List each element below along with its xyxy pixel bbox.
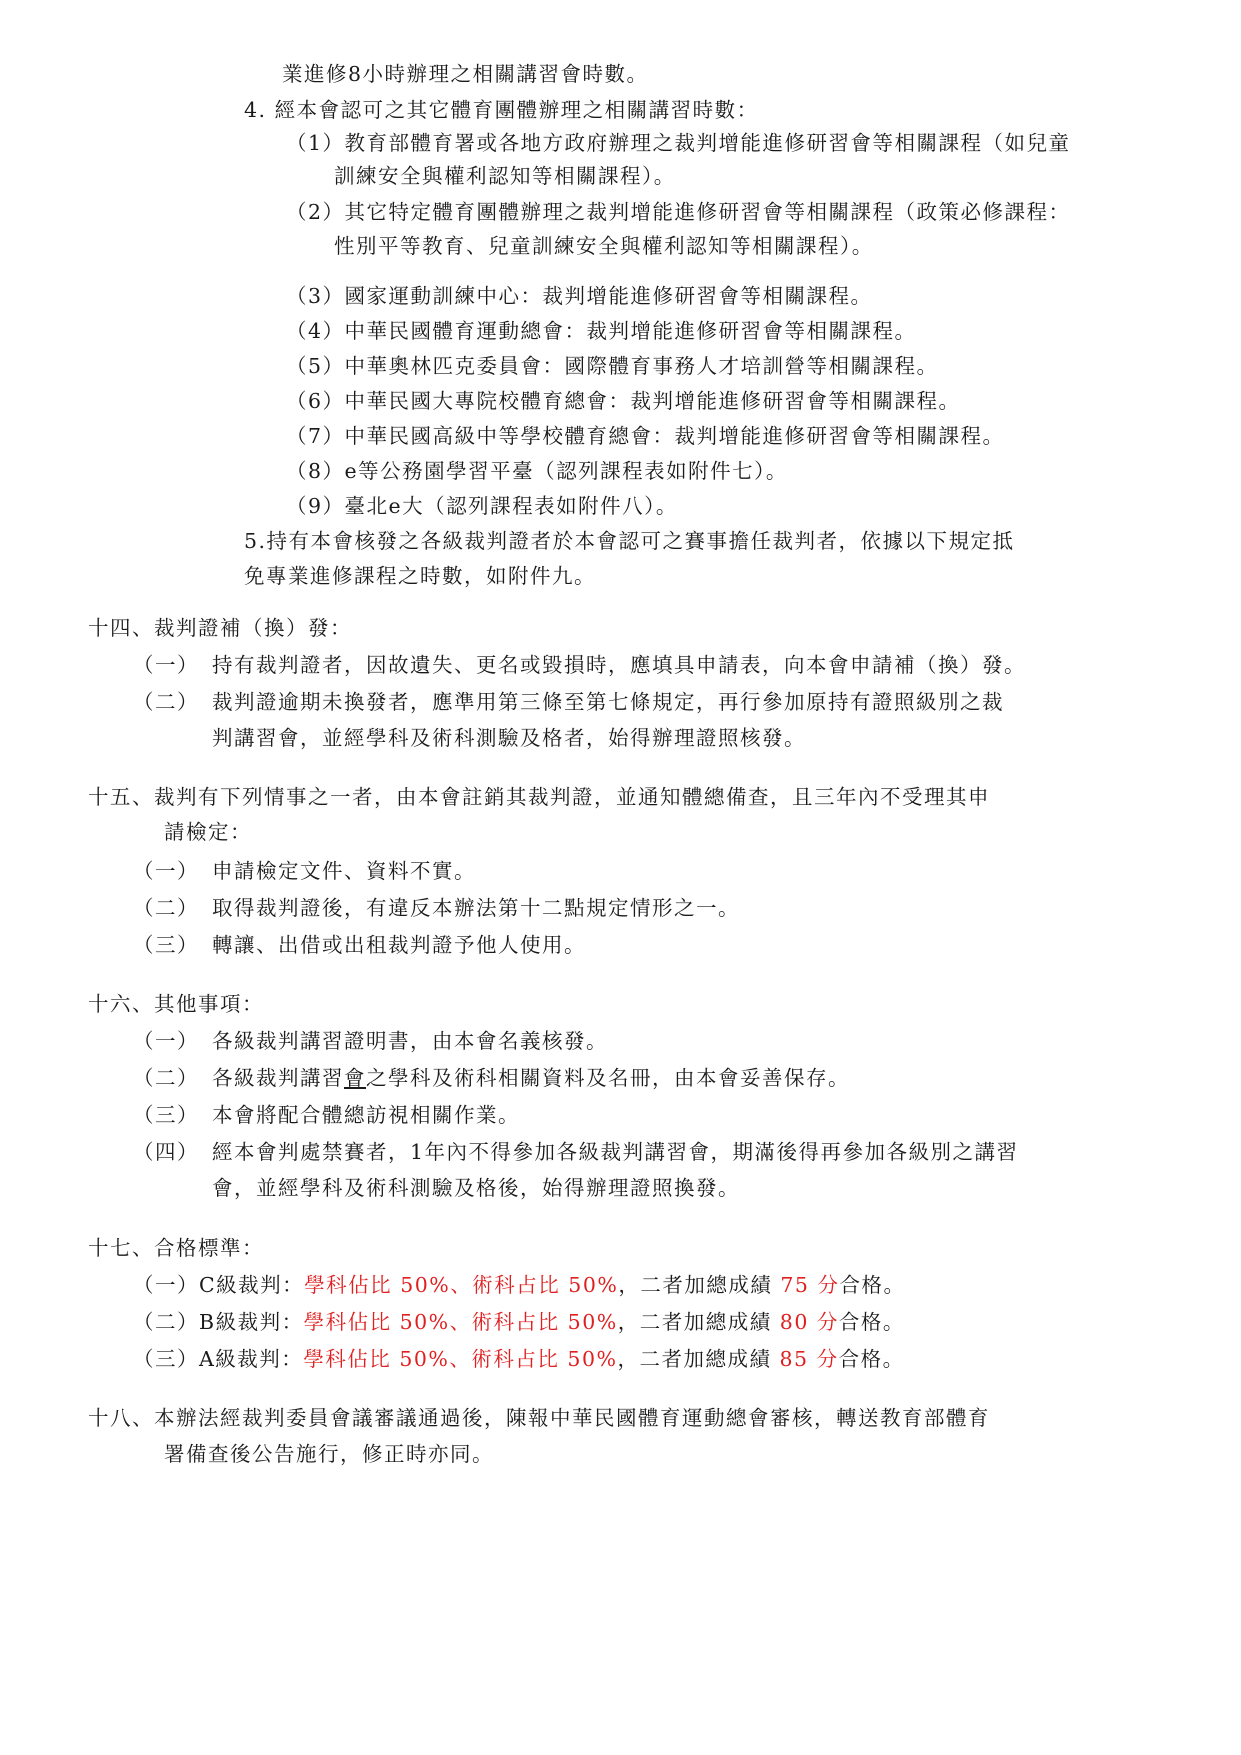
s16-b-text	[212, 1064, 850, 1092]
s14-b-text-2: 判講習會，並經學科及術科測驗及格者，始得辦理證照核發。	[212, 726, 806, 750]
s14-a-label: （一）	[133, 653, 199, 677]
s16-d-text-2: 會，並經學科及術科測驗及格後，始得辦理證照換發。	[212, 1176, 740, 1200]
s16-a-text: 各級裁判講習證明書，由本會名義核發。	[212, 1029, 608, 1053]
s14-a-text: 持有裁判證者，因故遺失、更名或毀損時，應填具申請表，向本會申請補（換）發。	[212, 653, 1026, 677]
s17-row-end: 合格。	[838, 1347, 905, 1371]
s15-c-text: 轉讓、出借或出租裁判證予他人使用。	[212, 933, 586, 957]
s17-row-mid: ，二者加總成績	[617, 1347, 780, 1371]
s16-c-text: 本會將配合體總訪視相關作業。	[212, 1103, 520, 1127]
s15-b-label: （二）	[133, 896, 199, 920]
s16-b-post: 之學科及術科相關資料及名冊，由本會妥善保存。	[366, 1066, 850, 1090]
s13-sub-9: （9）臺北e大（認列課程表如附件八）。	[286, 494, 678, 518]
s13-sub-4: （4）中華民國體育運動總會：裁判增能進修研習會等相關課程。	[286, 319, 917, 343]
s17-row	[133, 1308, 905, 1336]
s17-row-score: 80 分	[779, 1310, 839, 1334]
s17-row-mid: ，二者加總成績	[618, 1273, 781, 1297]
s16-a-label: （一）	[133, 1029, 199, 1053]
s17-row-grade: C級裁判：	[199, 1273, 305, 1297]
s18-text-2: 署備查後公告施行，修正時亦同。	[164, 1442, 494, 1466]
s13-sub-3: （3）國家運動訓練中心：裁判增能進修研習會等相關課程。	[286, 284, 873, 308]
s17-row-score: 75 分	[780, 1273, 840, 1297]
s16-b-underlined: 會	[344, 1066, 366, 1090]
s17-heading: 十七、合格標準：	[88, 1236, 264, 1260]
s17-row	[133, 1271, 906, 1299]
s13-sub-8: （8）e等公務園學習平臺（認列課程表如附件七）。	[286, 459, 788, 483]
s14-b-label: （二）	[133, 690, 199, 714]
s13-sub-6: （6）中華民國大專院校體育總會：裁判增能進修研習會等相關課程。	[286, 389, 961, 413]
s13-item-5b: 免專業進修課程之時數，如附件九。	[244, 564, 596, 588]
s14-heading: 十四、裁判證補（換）發：	[88, 616, 352, 640]
s18-text-1: 十八、本辦法經裁判委員會議審議通過後，陳報中華民國體育運動總會審核，轉送教育部體育	[88, 1406, 990, 1430]
s15-a-text: 申請檢定文件、資料不實。	[212, 859, 476, 883]
s13-item-4: 4. 經本會認可之其它體育團體辦理之相關講習時數：	[244, 98, 759, 122]
s17-row-end: 合格。	[838, 1310, 905, 1334]
s16-c-label: （三）	[133, 1103, 199, 1127]
s13-sub-2a: （2）其它特定體育團體辦理之裁判增能進修研習會等相關課程（政策必修課程：	[286, 200, 1071, 224]
s16-d-text-1: 經本會判處禁賽者，1年內不得參加各級裁判講習會，期滿後得再參加各級別之講習	[212, 1140, 1019, 1164]
s13-sub-7: （7）中華民國高級中等學校體育總會：裁判增能進修研習會等相關課程。	[286, 424, 1005, 448]
s16-b-pre: 各級裁判講習	[212, 1066, 344, 1090]
s17-row-ratio: 學科佔比 50%、術科占比 50%	[304, 1273, 619, 1297]
s15-a-label: （一）	[133, 859, 199, 883]
s15-b-text: 取得裁判證後，有違反本辦法第十二點規定情形之一。	[212, 896, 740, 920]
s13-line-hours: 業進修8小時辦理之相關講習會時數。	[282, 62, 649, 86]
s17-row-label: （二）	[133, 1310, 199, 1334]
s17-row-label: （三）	[133, 1347, 199, 1371]
s15-heading: 十五、裁判有下列情事之一者，由本會註銷其裁判證，並通知體總備查，且三年內不受理其申	[88, 785, 990, 809]
s13-sub-1b: 訓練安全與權利認知等相關課程）。	[334, 164, 676, 188]
s17-row-grade: A級裁判：	[199, 1347, 304, 1371]
s17-row	[133, 1345, 905, 1373]
s14-b-text-1: 裁判證逾期未換發者，應準用第三條至第七條規定，再行參加原持有證照級別之裁	[212, 690, 1004, 714]
s13-sub-1a: （1）教育部體育署或各地方政府辦理之裁判增能進修研習會等相關課程（如兒童	[286, 131, 1071, 155]
s13-sub-2b: 性別平等教育、兒童訓練安全與權利認知等相關課程）。	[334, 234, 874, 258]
s16-d-label: （四）	[133, 1140, 199, 1164]
s17-row-ratio: 學科佔比 50%、術科占比 50%	[303, 1347, 618, 1371]
s17-row-label: （一）	[133, 1273, 199, 1297]
s13-item-5a: 5.持有本會核發之各級裁判證者於本會認可之賽事擔任裁判者，依據以下規定抵	[244, 529, 1015, 553]
s16-heading: 十六、其他事項：	[88, 992, 264, 1016]
s17-row-grade: B級裁判：	[199, 1310, 304, 1334]
s17-row-score: 85 分	[779, 1347, 839, 1371]
s15-heading-cont: 請檢定：	[164, 820, 252, 844]
s17-row-mid: ，二者加總成績	[617, 1310, 780, 1334]
s15-c-label: （三）	[133, 933, 199, 957]
s13-sub-5: （5）中華奧林匹克委員會：國際體育事務人才培訓營等相關課程。	[286, 354, 939, 378]
s16-b-label: （二）	[133, 1066, 199, 1090]
s17-row-ratio: 學科佔比 50%、術科占比 50%	[303, 1310, 618, 1334]
s17-row-end: 合格。	[839, 1273, 906, 1297]
